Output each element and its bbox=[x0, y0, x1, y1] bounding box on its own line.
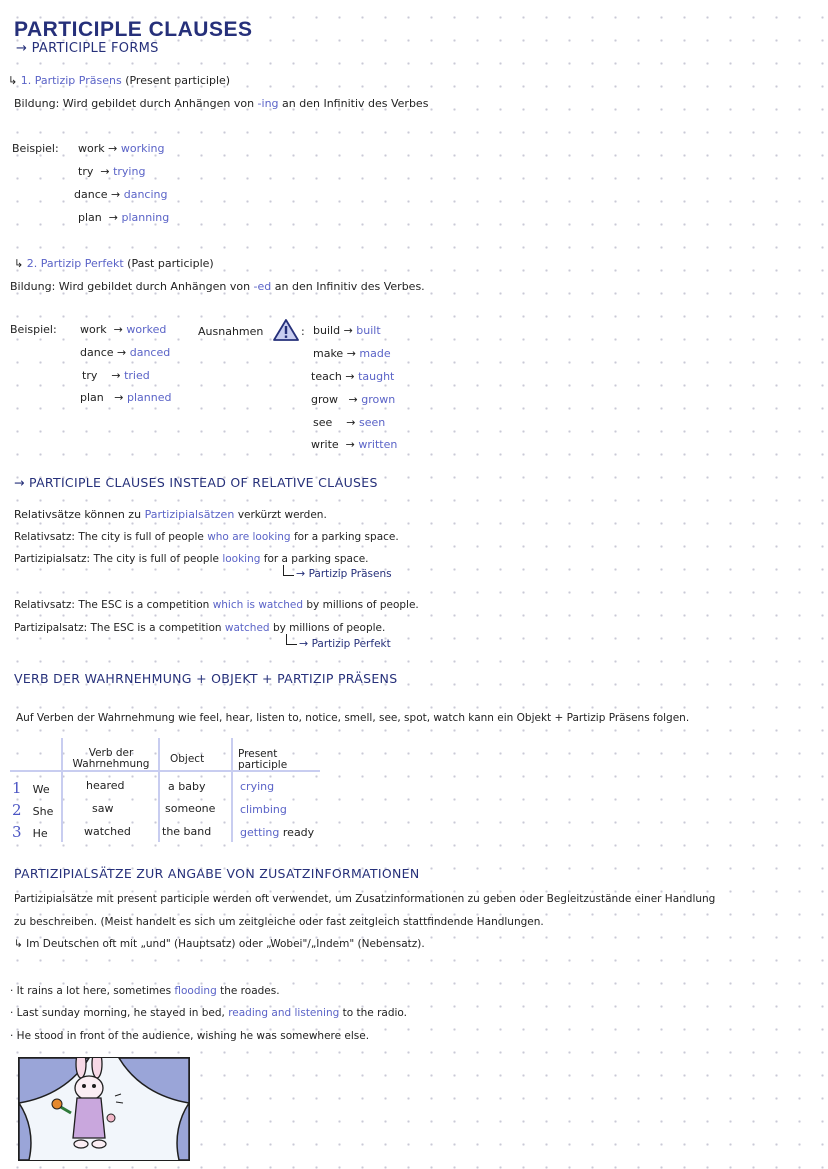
page-title: PARTICIPLE CLAUSES bbox=[14, 18, 253, 41]
section1-heading: ↳ 1. Partizip Präsens (Present participle) bbox=[8, 74, 231, 87]
table-divider bbox=[61, 738, 63, 842]
s1-example-row: work → working bbox=[78, 142, 165, 155]
s1-example-row: plan → planning bbox=[78, 211, 170, 224]
table-cell: crying bbox=[240, 780, 275, 793]
table-cell: climbing bbox=[240, 803, 287, 816]
ex2-note: → Partizip Perfekt bbox=[299, 637, 391, 650]
exception-row: make → made bbox=[313, 347, 391, 360]
ex2-partizipialsatz: Partizipalsatz: The ESC is a competition watched by millions of people. bbox=[14, 622, 386, 634]
section4-heading: VERB DER WAHRNEHMUNG + OBJEKT + PARTIZIP PRÄSENS bbox=[14, 671, 398, 686]
s2-example-row: work → worked bbox=[80, 323, 167, 336]
s2-example-row: try → tried bbox=[82, 369, 150, 382]
exception-row: teach → taught bbox=[311, 370, 395, 383]
s1-example-row: dance → dancing bbox=[74, 188, 168, 201]
ex1-note: → Partizip Präsens bbox=[296, 567, 392, 580]
section2-bildung: Bildung: Wird gebildet durch Anhängen von -ed an den Infinitiv des Verbes. bbox=[10, 280, 425, 293]
table-divider bbox=[231, 738, 233, 842]
section5-para: Partizipialsätze mit present participle werden oft verwendet, um Zusatzinformationen zu geben oder Begleitzustände einer Handlung bbox=[14, 893, 716, 905]
subtitle: → PARTICIPLE FORMS bbox=[16, 41, 159, 56]
table-header-object: Object bbox=[170, 753, 205, 765]
section5-para: zu beschreiben. (Meist handelt es sich um zeitgleiche oder fast zeitgleich stattfindende Handlungen. bbox=[14, 916, 544, 928]
s2-example-row: dance → danced bbox=[80, 346, 171, 359]
table-cell: someone bbox=[165, 802, 216, 815]
section1-bildung: Bildung: Wird gebildet durch Anhängen von -ing an den Infinitiv des Verbes bbox=[14, 97, 429, 110]
s2-example-row: plan → planned bbox=[80, 391, 172, 404]
s1-example-row: try → trying bbox=[78, 165, 146, 178]
table-divider bbox=[158, 738, 160, 842]
bunny-stage-illustration bbox=[18, 1057, 190, 1161]
section3-intro: Relativsätze können zu Partizipialsätzen verkürzt werden. bbox=[14, 508, 327, 521]
hook-arrow-icon: ↳ bbox=[8, 74, 18, 87]
section4-intro: Auf Verben der Wahrnehmung wie feel, hear, listen to, notice, smell, see, spot, watch kann ein Objekt + Partizip Präsens folgen. bbox=[16, 712, 690, 724]
ex1-partizipialsatz: Partizipialsatz: The city is full of people looking for a parking space. bbox=[14, 553, 369, 565]
table-row: 2 She bbox=[12, 801, 54, 819]
section2-beispiel-label: Beispiel: bbox=[10, 323, 57, 336]
table-cell: a baby bbox=[168, 780, 206, 793]
table-cell: the band bbox=[162, 825, 212, 838]
exception-row: see → seen bbox=[313, 416, 386, 429]
table-cell: saw bbox=[92, 802, 114, 815]
ex2-relativsatz: Relativsatz: The ESC is a competition which is watched by millions of people. bbox=[14, 599, 419, 611]
section5-example: · Last sunday morning, he stayed in bed, reading and listening to the radio. bbox=[10, 1007, 407, 1019]
section1-beispiel-label: Beispiel: bbox=[12, 142, 59, 155]
table-cell: watched bbox=[84, 825, 131, 838]
exception-row: write → written bbox=[311, 438, 398, 451]
section5-heading: PARTIZIPIALSÄTZE ZUR ANGABE VON ZUSATZINFORMATIONEN bbox=[14, 866, 420, 881]
exception-row: grow → grown bbox=[311, 393, 396, 406]
exception-row: build → built bbox=[313, 324, 381, 337]
table-row: 1 We bbox=[12, 779, 50, 797]
corner-arrow-icon bbox=[283, 565, 294, 576]
table-cell: getting ready bbox=[240, 826, 315, 839]
section3-heading: → PARTICIPLE CLAUSES INSTEAD OF RELATIVE CLAUSES bbox=[14, 475, 378, 490]
table-cell: heared bbox=[86, 779, 125, 792]
table-header-participle: Present participle bbox=[238, 748, 288, 771]
ex1-relativsatz: Relativsatz: The city is full of people who are looking for a parking space. bbox=[14, 531, 399, 543]
ausnahmen-label: Ausnahmen bbox=[198, 325, 264, 338]
section5-example: · He stood in front of the audience, wishing he was somewhere else. bbox=[10, 1030, 370, 1042]
table-header-verb: Verb der Wahrnehmung bbox=[72, 747, 150, 770]
section5-example: · It rains a lot here, sometimes flooding the roades. bbox=[10, 985, 280, 997]
section5-para: ↳ Im Deutschen oft mit „und" (Hauptsatz) oder „Wobei"/„Indem" (Nebensatz). bbox=[14, 938, 425, 950]
corner-arrow-icon bbox=[286, 634, 297, 645]
hook-arrow-icon: ↳ bbox=[14, 257, 24, 270]
section2-heading: ↳ 2. Partizip Perfekt (Past participle) bbox=[14, 257, 214, 270]
warning-icon bbox=[273, 318, 299, 342]
table-row: 3 He bbox=[12, 823, 48, 841]
